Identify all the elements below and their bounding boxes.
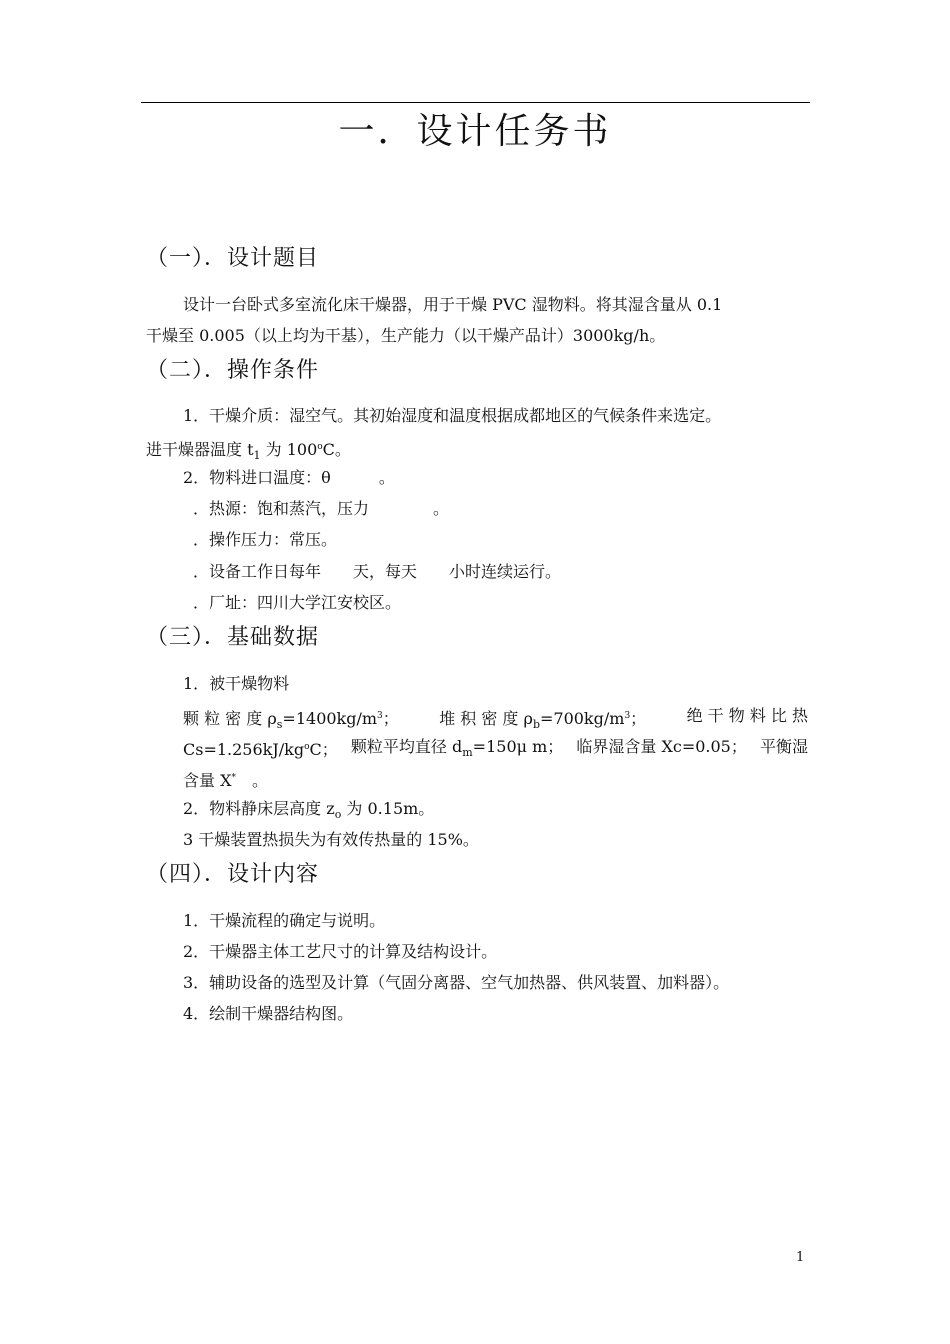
list-item: 2．物料静床层高度 $z_o$ 为 0.15m。 xyxy=(183,799,435,821)
list-item: 3．辅助设备的选型及计算（气固分离器、空气加热器、供风装置、加料器）。 xyxy=(183,973,730,992)
list-item: 2．物料进口温度：θ 。 xyxy=(183,468,395,487)
list-item: 1．被干燥物料 xyxy=(183,674,290,693)
page-number: 1 xyxy=(796,1250,805,1265)
list-item: 4．绘制干燥器结构图。 xyxy=(183,1004,354,1023)
section-heading-design-content: （四）．设计内容 xyxy=(146,862,320,887)
data-line-properties: $Cs=1.256kJ/kg^oC$； 颗粒平均直径 $d_m=150\mu$ m； 临界湿含量 Xc=0.05； 平衡湿 xyxy=(183,737,808,759)
section-heading-operating-conditions: （二）．操作条件 xyxy=(146,358,320,383)
data-line-equilibrium: 含量 X* 。 xyxy=(183,771,268,790)
paragraph-line: 设计一台卧式多室流化床干燥器，用于干燥 PVC 湿物料。将其湿含量从 0.1 xyxy=(183,295,723,314)
header-rule xyxy=(141,102,810,103)
list-item: 3 干燥装置热损失为有效传热量的 15%。 xyxy=(183,830,479,849)
list-item: ．操作压力：常压。 xyxy=(193,530,338,549)
list-item: ．热源：饱和蒸汽，压力 。 xyxy=(193,499,450,518)
page-title: 一．设计任务书 xyxy=(338,111,612,152)
list-item: ．设备工作日每年 天，每天 小时连续运行。 xyxy=(193,562,562,581)
section-heading-design-topic: （一）．设计题目 xyxy=(146,246,320,271)
list-item: ．厂址：四川大学江安校区。 xyxy=(193,593,402,612)
section-heading-basic-data: （三）．基础数据 xyxy=(146,625,320,650)
list-item: 2．干燥器主体工艺尺寸的计算及结构设计。 xyxy=(183,942,498,961)
paragraph-line: 干燥至 0.005（以上均为干基），生产能力（以干燥产品计）3000kg/h。 xyxy=(146,326,666,345)
data-line-density: 颗 粒 密 度 $\rho_s=1400kg/m^3$； 堆 积 密 度 $\rho_b=700kg/m^3$； 绝 干 物 料 比 热 xyxy=(183,706,808,731)
list-item-continuation: 进干燥器温度 $t_1$ 为 100$^o$C。 xyxy=(146,440,351,462)
list-item: 1．干燥流程的确定与说明。 xyxy=(183,911,386,930)
list-item: 1．干燥介质：湿空气。其初始湿度和温度根据成都地区的气候条件来选定。 xyxy=(183,406,722,425)
